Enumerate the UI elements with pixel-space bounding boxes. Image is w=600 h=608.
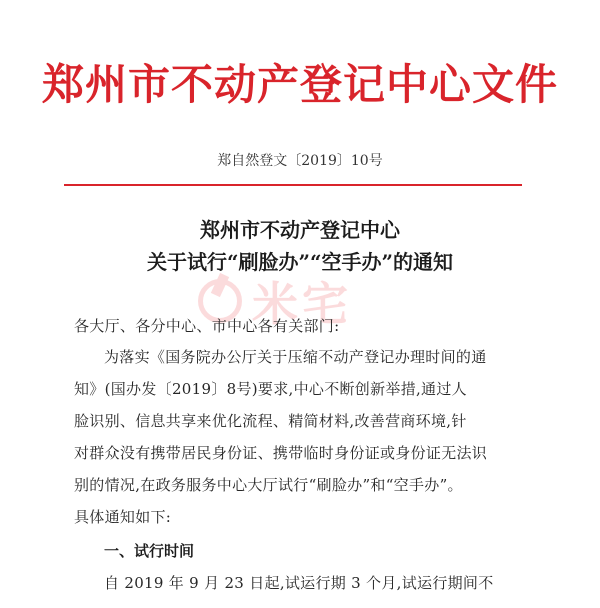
notice-title-line-2: 关于试行“刷脸办”“空手办”的通知	[146, 250, 453, 274]
body-line: 知》(国办发〔2019〕8号)要求,中心不断创新举措,通过人	[74, 380, 467, 398]
body-line: 具体通知如下:	[74, 508, 172, 526]
document-header-title: 郑州市不动产登记中心文件	[41, 60, 558, 109]
watermark-text: 米宅	[252, 277, 352, 331]
addressee-line: 各大厅、各分中心、市中心各有关部门:	[74, 317, 340, 335]
body-line: 别的情况,在政务服务中心大厅试行“刷脸办”和“空手办”。	[74, 476, 463, 494]
notice-title-line-1: 郑州市不动产登记中心	[200, 218, 400, 242]
document-number: 郑自然登文〔2019〕10号	[217, 153, 383, 169]
body-line: 自 2019 年 9 月 23 日起,试运行期 3 个月,试运行期间不	[104, 574, 494, 592]
section-heading: 一、试行时间	[104, 542, 195, 560]
body-line: 对群众没有携带居民身份证、携带临时身份证或身份证无法识	[74, 444, 488, 462]
header-divider	[64, 184, 522, 186]
body-line: 脸识别、信息共享来优化流程、精简材料,改善营商环境,针	[74, 412, 467, 430]
body-line: 为落实《国务院办公厅关于压缩不动产登记办理时间的通	[104, 348, 487, 366]
